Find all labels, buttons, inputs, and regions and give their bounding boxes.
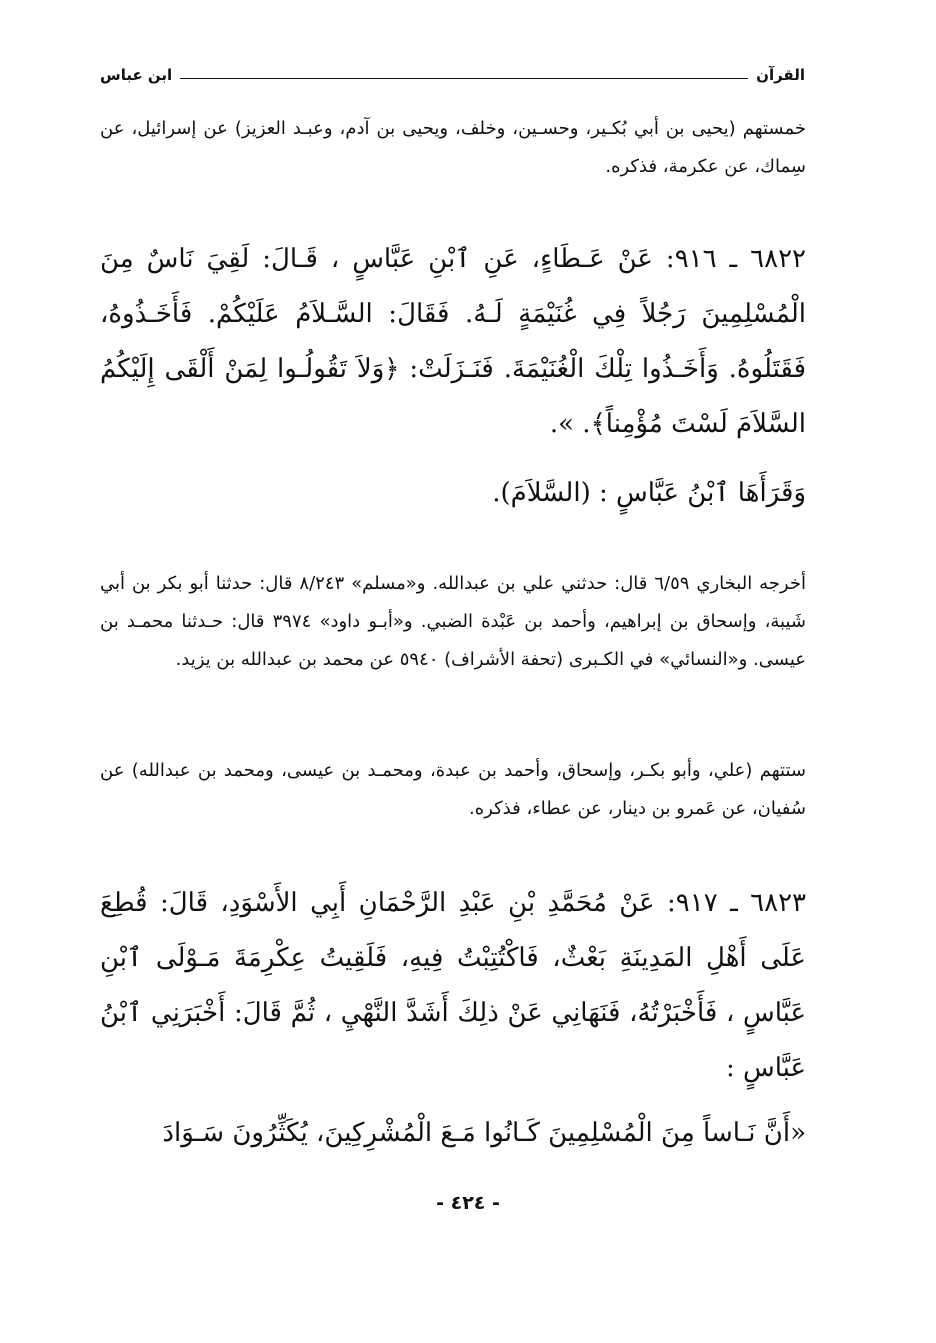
running-header — [100, 58, 805, 84]
header-chapter-title: ابن عباس — [100, 66, 173, 84]
header-book-title: القرآن — [756, 66, 805, 84]
hadith-6822-text: ٦٨٢٢ ـ ٩١٦: عَنْ عَـطَاءٍ، عَنِ ٱبْنِ عَبَّاسٍ ، قَـالَ: لَقِيَ نَاسٌ مِنَ الْمُسْلِمِينَ رَجُلاً فِي غُنَيْمَةٍ لَـهُ. فَقَالَ: السَّـلاَمُ عَلَيْكُمْ. فَأَخَـذُوهُ، فَقَتَلُوهُ. وَأَخَـذُوا تِلْكَ الْغُنَيْمَةَ. فَنَـزَلَتْ: ﴿وَلاَ تَقُولُـوا لِمَنْ أَلْقَى إِلَيْكُمُ السَّلاَمَ لَسْتَ مُؤْمِناً﴾. ». — [100, 244, 807, 439]
takhrij-paragraph: أخرجه البخاري ٦/٥٩ قال: حدثني علي بن عبدالله. و«مسلم» ٨/٢٤٣ قال: حدثنا أبو بكر بن أبي شَيبة، وإسحاق بن إبراهيم، وأحمد بن عَبْدة الضبي. و«أبـو داود» ٣٩٧٤ قال: حـدثنا محمـد بن عيسى. و«النسائي» في الكـبرى (تحفة الأشراف) ٥٩٤٠ عن محمد بن عبدالله بن يزيد. — [100, 573, 806, 670]
page-number: - ٤٢٤ - — [436, 1192, 500, 1214]
hadith-6823-continuation: «أَنَّ نَـاساً مِنَ الْمُسْلِمِينَ كَـانُوا مَـعَ الْمُشْرِكِينَ، يُكَثِّرُونَ سَـوَادَ — [162, 1118, 806, 1148]
chain-summary-paragraph-2: ستتهم (علي، وأبو بكـر، وإسحاق، وأحمد بن عبدة، ومحمـد بن عيسى، ومحمد بن عبدالله) عن سُفيان، عن عَمرو بن دينار، عن عطاء، فذكره. — [100, 760, 806, 819]
header-rule — [180, 78, 748, 79]
hadith-6822-reading-note: وَقَرَأَهَا ٱبْنُ عَبَّاسٍ : (السَّلاَمَ). — [492, 478, 806, 508]
chain-summary-paragraph: خمستهم (يحيى بن أبي بُكـير، وحسـين، وخلف، ويحيى بن آدم، وعبـد العزيز) عن إسرائيل، عن سِماك، عن عكرمة، فذكره. — [100, 118, 806, 177]
hadith-6823-text: ٦٨٢٣ ـ ٩١٧: عَنْ مُحَمَّدِ بْنِ عَبْدِ الرَّحْمَانِ أَبِي الأَسْوَدِ، قَالَ: قُطِعَ عَلَى أَهْلِ المَدِينَةِ بَعْثٌ، فَاكْتُتِبْتُ فِيهِ، فَلَقِيتُ عِكْرِمَةَ مَـوْلَى ٱبْنِ عَبَّاسٍ ، فَأَخْبَرْتُهُ، فَنَهَانِي عَنْ ذلِكَ أَشَدَّ النَّهْيِ ، ثُمَّ قَالَ: أَخْبَرَنِي ٱبْنُ عَبَّاسٍ : — [100, 888, 806, 1083]
